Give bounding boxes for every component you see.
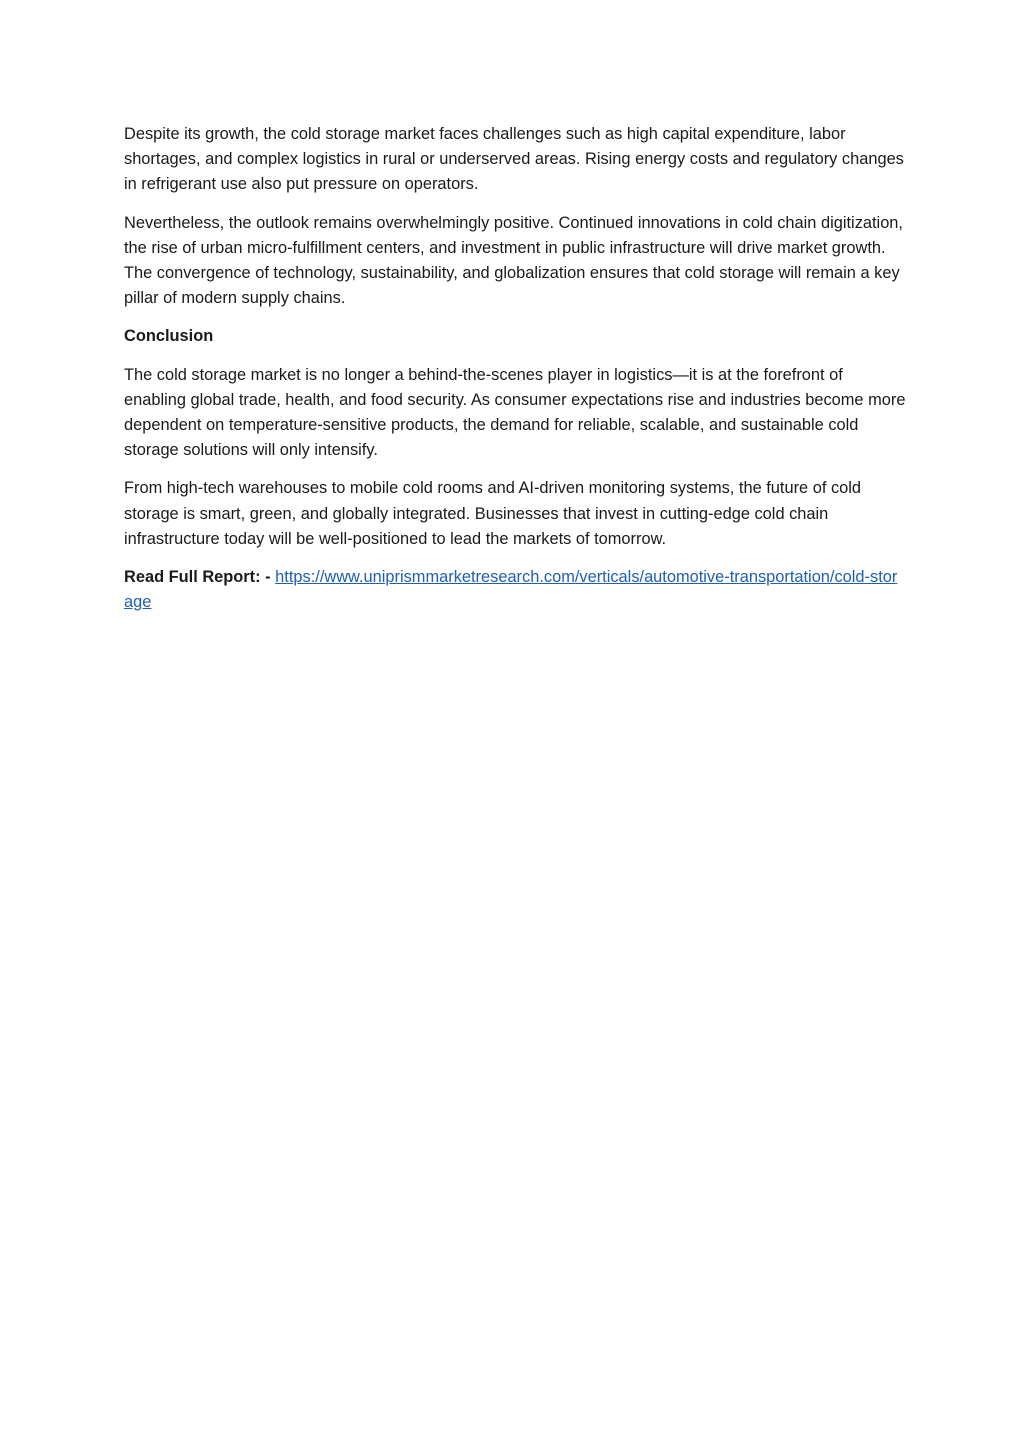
read-full-report-line xyxy=(124,565,906,615)
document-body xyxy=(124,122,906,628)
report-link[interactable]: https://www.uniprismmarketresearch.com/verticals/automotive-transportation/cold-storage xyxy=(124,568,898,612)
paragraph-conclusion-2: From high-tech warehouses to mobile cold rooms and AI-driven monitoring systems, the future of cold storage is smart, green, and globally integrated. Businesses that invest in cutting-edge cold chain infrastructure today will be well-positioned to lead the markets of tomorrow. xyxy=(124,479,862,548)
conclusion-heading: Conclusion xyxy=(124,327,214,346)
paragraph-conclusion-1: The cold storage market is no longer a behind-the-scenes player in logistics—it is at the forefront of enabling global trade, health, and food security. As consumer expectations rise and industries become more dependent on temperature-sensitive products, the demand for reliable, scalable, and sustainable cold storage solutions will only intensify. xyxy=(124,365,906,460)
paragraph-outlook: Nevertheless, the outlook remains overwhelmingly positive. Continued innovations in cold chain digitization, the rise of urban micro-fulfillment centers, and investment in public infrastructure will drive market growth. The convergence of technology, sustainability, and globalization ensures that cold storage will remain a key pillar of modern supply chains. xyxy=(124,213,903,308)
read-full-report-label: Read Full Report: - xyxy=(124,568,271,587)
paragraph-challenges: Despite its growth, the cold storage market faces challenges such as high capital expenditure, labor shortages, and complex logistics in rural or underserved areas. Rising energy costs and regulatory changes in refrigerant use also put pressure on operators. xyxy=(124,125,904,194)
